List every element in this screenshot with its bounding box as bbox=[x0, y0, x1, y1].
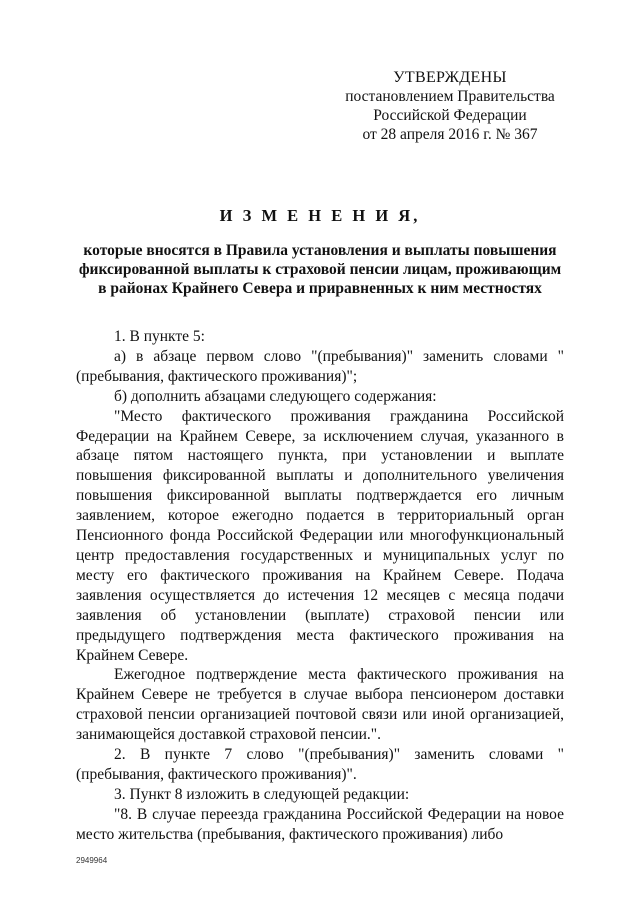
approval-line-2: Российской Федерации bbox=[373, 107, 527, 124]
paragraph-subitem-b: б) дополнить абзацами следующего содержания: bbox=[114, 387, 437, 405]
document-subtitle bbox=[60, 241, 580, 298]
approval-line-1: постановлением Правительства bbox=[345, 88, 555, 105]
paragraph-quote-3: "8. В случае переезда гражданина Российской Федерации на новое место жительства (пребывания, фактического проживания) либо bbox=[76, 805, 564, 843]
document-title: И З М Е Н Е Н И Я, bbox=[219, 206, 421, 225]
paragraph-quote-1: "Место фактического проживания гражданина Российской Федерации на Крайнем Севере, за исключением случая, указанного в абзаце пятом настоящего пункта, при установлении и выплате повышения фиксированной выплаты и дополнительного увеличения повышения фиксированной выплаты подтверждается его личным заявлением, которое ежегодно подается в территориальный орган Пенсионного фонда Российской Федерации или многофункциональный центр предоставления государственных и муниципальных услуг по месту его фактического проживания на Крайнем Севере. Подача заявления осуществляется до истечения 12 месяцев с месяца подачи заявления об установлении (выплате) страховой пенсии или предыдущего подтверждения места фактического проживания на Крайнем Севере. bbox=[76, 407, 564, 664]
paragraph-item-2: 2. В пункте 7 слово "(пребывания)" заменить словами "(пребывания, фактического проживания)". bbox=[76, 746, 564, 783]
paragraph-item-1: 1. В пункте 5: bbox=[114, 328, 205, 345]
subtitle-line-3: в районах Крайнего Севера и приравненных к ним местностях bbox=[98, 280, 542, 297]
paragraph-item-3: 3. Пункт 8 изложить в следующей редакции: bbox=[114, 785, 410, 803]
approval-line-3: от 28 апреля 2016 г. № 367 bbox=[362, 126, 538, 143]
paragraph-quote-2: Ежегодное подтверждение места фактического проживания на Крайнем Севере не требуется в случае выбора пенсионером доставки страховой пенсии организацией почтовой связи или иной организацией, занимающейся доставкой страховой пенсии.". bbox=[76, 666, 564, 744]
paragraph-subitem-a: а) в абзаце первом слово "(пребывания)" заменить словами "(пребывания, фактического проживания)"; bbox=[76, 347, 564, 385]
approval-block bbox=[330, 68, 570, 144]
document-body bbox=[76, 327, 564, 845]
approval-heading: УТВЕРЖДЕНЫ bbox=[393, 69, 507, 86]
document-code: 2949964 bbox=[76, 856, 108, 865]
subtitle-line-2: фиксированной выплаты к страховой пенсии лицам, проживающим bbox=[78, 261, 562, 278]
subtitle-line-1: которые вносятся в Правила установления и выплаты повышения bbox=[83, 242, 557, 259]
